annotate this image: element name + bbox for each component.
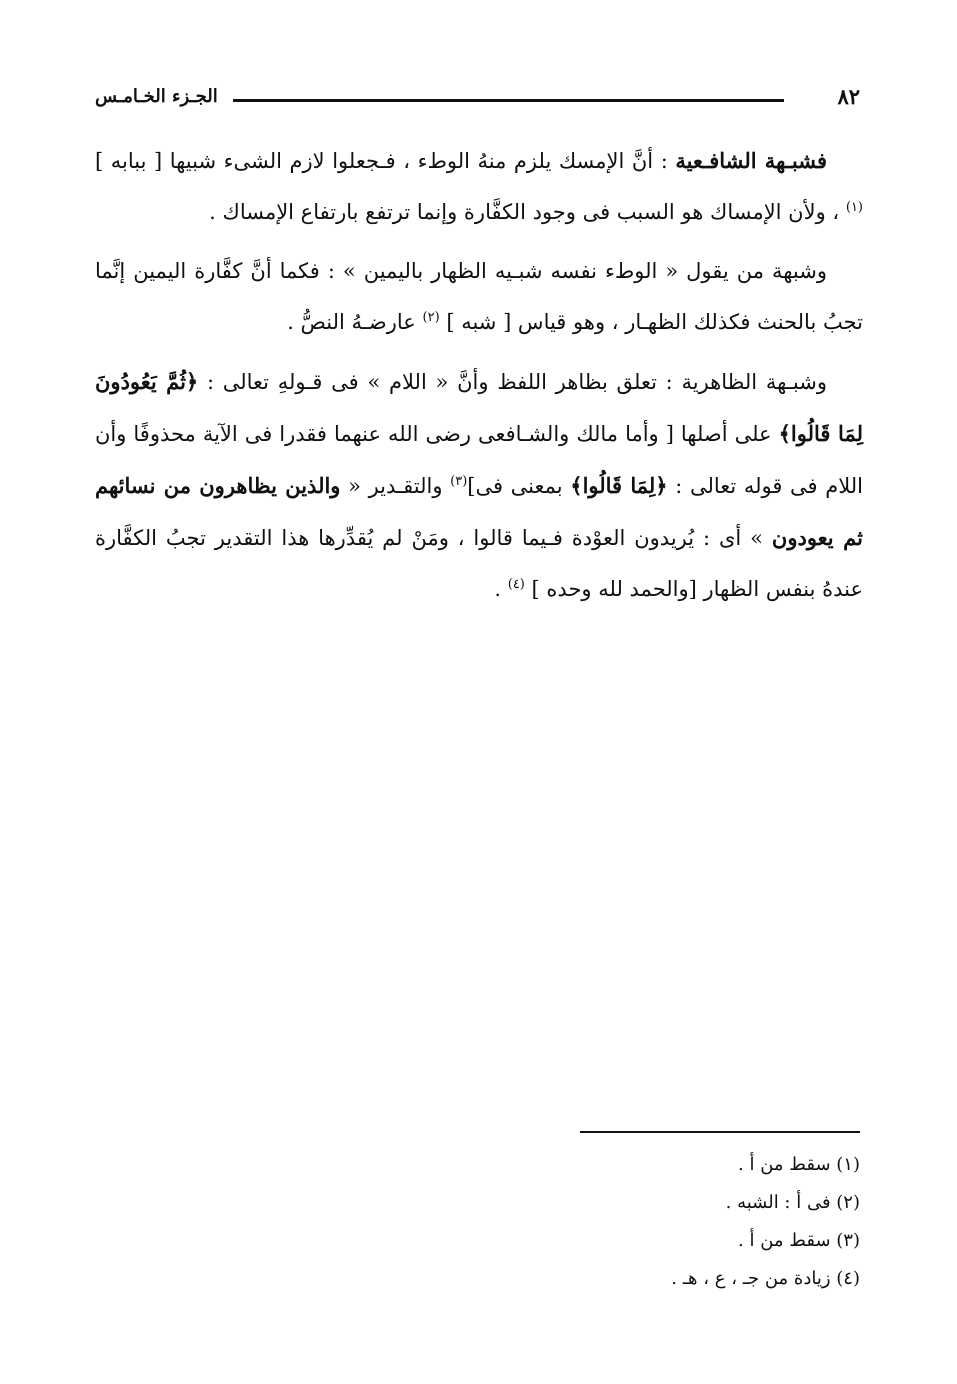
paragraph-shafii	[95, 135, 863, 238]
footnote-marker: (٣)	[450, 474, 468, 489]
paragraph-text: بمعنى فى]	[467, 474, 571, 498]
paragraph-text: عارضـهُ النصُّ .	[287, 310, 423, 334]
page-number: ٨٢	[837, 84, 860, 109]
paragraph-zahiriyya	[95, 356, 863, 615]
paragraph-text: » أى : يُريدون العوْدة فـيما قالوا ، ومَنْ لم يُقدِّرها هذا التقدير تجبُ الكفَّارة عندهُ بنفس الظهار [والحمد لله وحده ]	[95, 526, 863, 601]
paragraph-text: والتقـدير «	[340, 474, 451, 498]
paragraph-wat	[95, 246, 863, 348]
paragraph-text: ، ولأن الإمساك هو السبب فى وجود الكفَّارة وإنما ترتفع بارتفاع الإمساك .	[209, 200, 846, 224]
footnote-item: (٢) فى أ : الشبه .	[725, 1192, 860, 1213]
running-title: الجـزء الخـامـس	[95, 86, 218, 107]
footnote-item: (١) سقط من أ .	[738, 1154, 860, 1175]
footnote-marker: (٢)	[422, 310, 440, 325]
page-header	[95, 84, 860, 118]
footnote-marker: (٤)	[507, 577, 525, 592]
footnote-rule	[580, 1131, 860, 1133]
footnote-marker: (١)	[845, 200, 863, 215]
paragraph-text: .	[494, 577, 508, 601]
paragraph-text: : أنَّ الإمسك يلزم منهُ الوطء ، فـجعلوا لازم الشىء شبيها [ ببابه ]	[95, 149, 676, 173]
paragraph-text: وشبهة من يقول « الوطء نفسه شبـيه الظهار باليمين » : فكما أنَّ كفَّارة اليمين إنَّما تجبُ بالحنث فكذلك الظهـار ، وهو قياس [ شبه ]	[95, 259, 863, 334]
header-rule	[233, 99, 784, 102]
footnotes	[420, 1146, 860, 1298]
footnote-item: (٤) زيادة من جـ ، ع ، هـ .	[671, 1268, 860, 1289]
footnote-item: (٣) سقط من أ .	[738, 1230, 860, 1251]
paragraph-text: وشبـهة الظاهرية : تعلق بظاهر اللفظ وأنَّ « اللام » فى قـولهِ تعالى :	[198, 370, 827, 394]
paragraph-text: على أصلها [ وأما مالك والشـافعى رضى الله عنهما فقدرا فى الآية محذوفًا وأن اللام فى قوله تعالى :	[95, 422, 863, 498]
section-term: فشبـهة الشافـعية	[675, 148, 827, 173]
quran-quote: ﴿لِمَا قَالُوا﴾	[570, 473, 668, 498]
quran-quote: والذين يظاهرون من نسائهم ثم يعودون	[95, 473, 863, 550]
quran-quote: ﴿ثُمَّ يَعُودُونَ لِمَا قَالُوا﴾	[95, 369, 863, 446]
main-text	[95, 135, 863, 623]
